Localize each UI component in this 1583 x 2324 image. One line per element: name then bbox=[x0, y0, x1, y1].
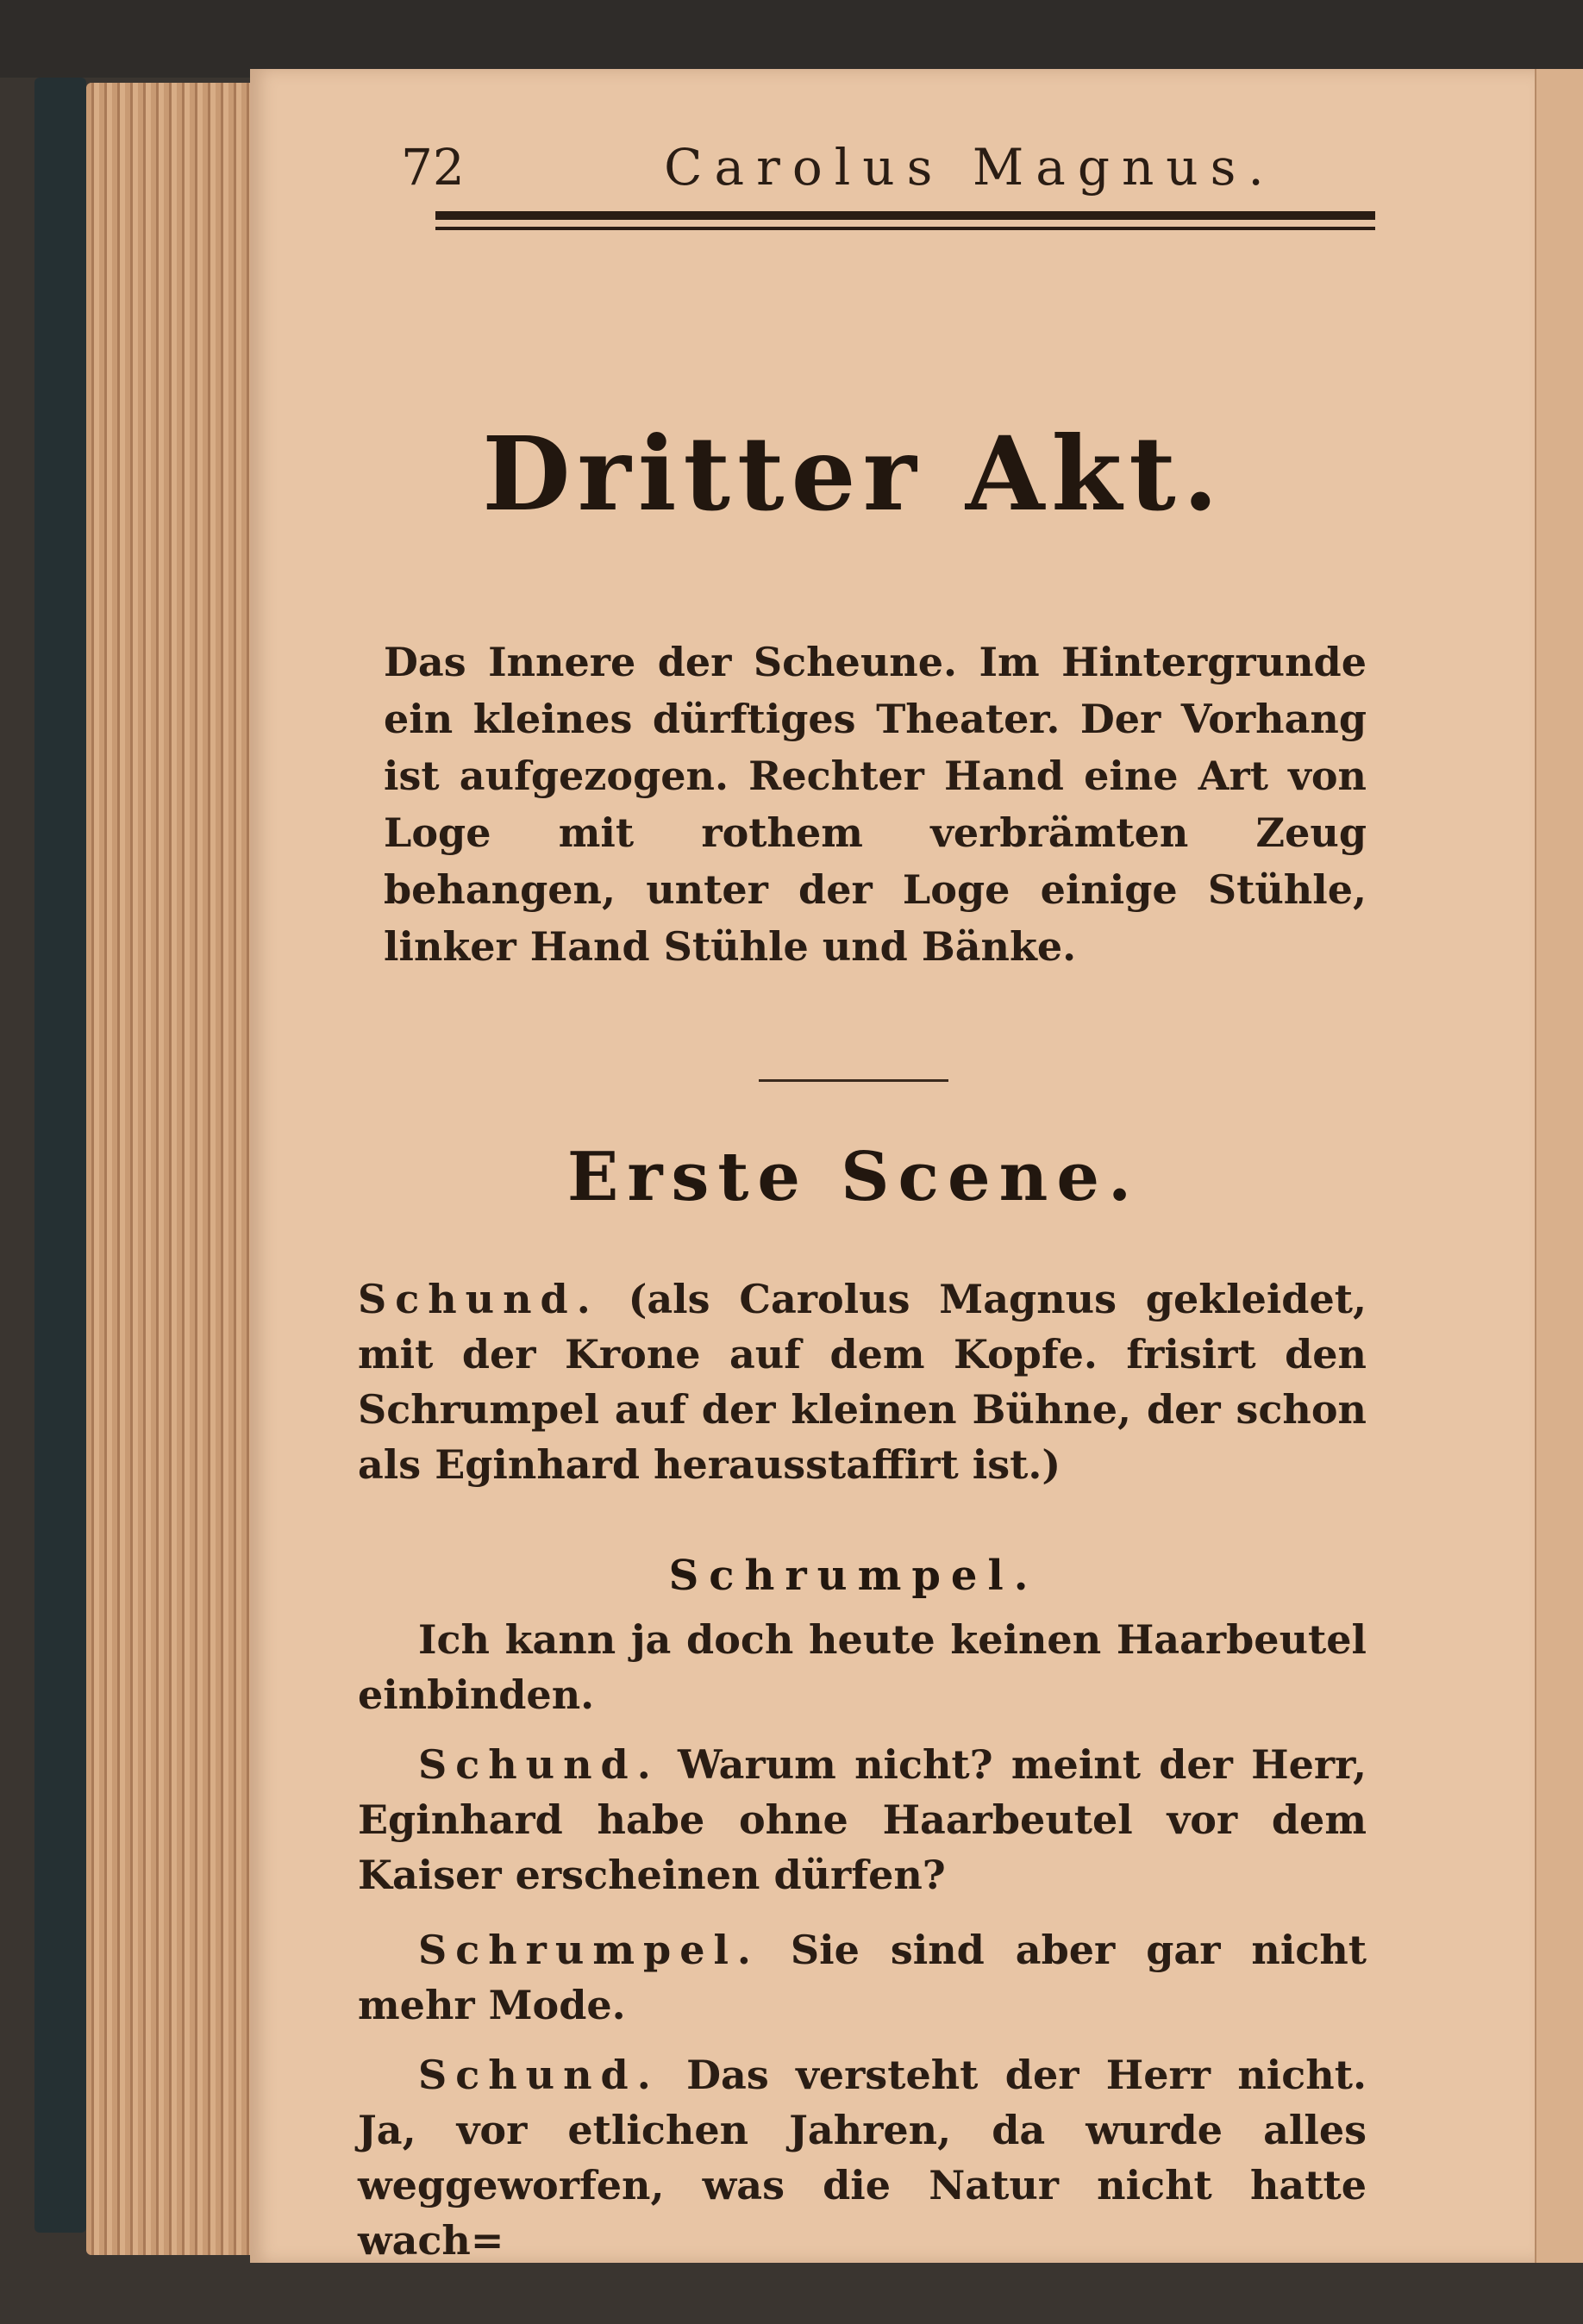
section-divider bbox=[759, 1079, 948, 1082]
header-rule-thin bbox=[435, 227, 1375, 230]
dialogue-paragraph bbox=[358, 1922, 1367, 2033]
dialogue-text: Sie sind aber gar nicht mehr Mode. bbox=[358, 1927, 1367, 2028]
speaker-name: Schund. bbox=[418, 1741, 660, 1788]
speaker-name: Schund. bbox=[418, 2052, 660, 2098]
dialogue-text: Das versteht der Herr nicht. Ja, vor etlichen Jahren, da wurde alles weggeworfen, was die Natur nicht hatte wach= bbox=[358, 2052, 1367, 2264]
dialogue-paragraph bbox=[358, 1612, 1367, 1722]
dialogue-paragraph bbox=[358, 1271, 1367, 1492]
speaker-heading: Schrumpel. bbox=[668, 1552, 1039, 1600]
header-rule bbox=[435, 211, 1375, 220]
scene-title: Erste Scene. bbox=[566, 1138, 1141, 1216]
dialogue-paragraph bbox=[358, 1737, 1367, 1902]
dialogue-text: Warum nicht? meint der Herr, Eginhard habe ohne Haarbeutel vor dem Kaiser erscheinen dürfen? bbox=[358, 1741, 1367, 1898]
act-title: Dritter Akt. bbox=[482, 414, 1225, 534]
page-header bbox=[401, 121, 1479, 224]
running-title: Carolus Magnus. bbox=[664, 138, 1276, 197]
speaker-name: Schrumpel. bbox=[418, 1927, 760, 1973]
stage-direction: Das Innere der Scheune. Im Hintergrunde ein kleines dürftiges Theater. Der Vorhang ist aufgezogen. Rechter Hand eine Art von Loge mit rothem verbrämten Zeug behangen, unter der Loge einige Stühle, linker Hand Stühle und Bänke. bbox=[384, 639, 1367, 970]
dialogue-text: (als Carolus Magnus gekleidet, mit der Krone auf dem Kopfe. frisirt den Schrumpel auf der kleinen Bühne, der schon als Eginhard herausstaffirt ist.) bbox=[358, 1276, 1367, 1488]
book-binding bbox=[34, 78, 86, 2233]
background-top bbox=[0, 0, 1583, 78]
dialogue-paragraph bbox=[358, 2047, 1367, 2268]
page-number: 72 bbox=[401, 138, 465, 197]
speaker-name: Schund. bbox=[358, 1276, 599, 1322]
dialogue-text: Ich kann ja doch heute keinen Haarbeutel einbinden. bbox=[358, 1616, 1367, 1718]
book-page bbox=[250, 69, 1535, 2263]
facing-page-edge bbox=[1535, 69, 1583, 2263]
